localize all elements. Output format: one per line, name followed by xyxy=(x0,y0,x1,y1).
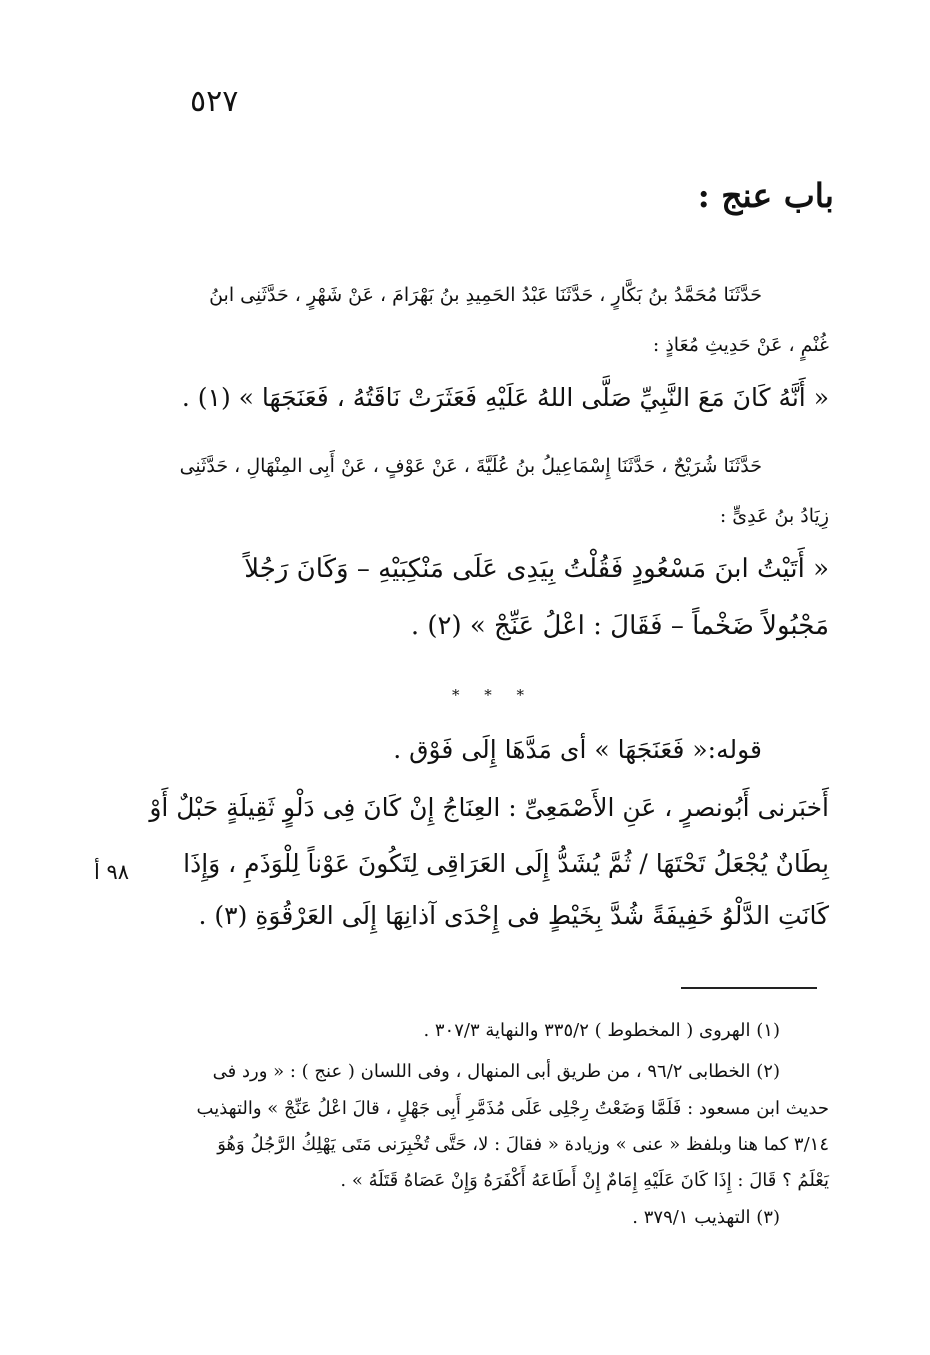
section-separator: * * * xyxy=(452,686,535,704)
footnote-2-line-1: (٢) الخطابى ٩٦/٢ ، من طريق أبى المنهال ، وفى اللسان ( عنج ) : « ورد فى xyxy=(212,1061,780,1082)
hadith-2-line-1: « أَتَيْتُ ابنَ مَسْعُودٍ فَقُلْتُ بِيَدِى عَلَى مَنْكِبَيْهِ – وَكَانَ رَجُلاً xyxy=(244,554,829,584)
isnad-line-2: غُنْمٍ ، عَنْ حَدِيثِ مُعَاذٍ : xyxy=(652,334,829,356)
footnote-divider xyxy=(681,987,817,989)
hadith-2-line-2: مَجْبُولاً ضَخْماً – فَقَالَ : اعْلُ عَنِّجْ » (٢) . xyxy=(410,611,829,641)
footnote-2-line-2: حديث ابن مسعود : فَلَمَّا وَضَعْتُ رِجْلِى عَلَى مُذَمَّرِ أَبِى جَهْلٍ ، قالَ اعْلُ عَنِّجْ » والتهذيب xyxy=(196,1098,829,1119)
isnad-line-1: حَدَّثَنَا مُحَمَّدُ بنُ بَكَّارٍ ، حَدَّثَنَا عَبْدُ الحَمِيدِ بنُ بَهْرَامَ ، عَنْ شَهْرٍ ، حَدَّثَنِى ابنُ xyxy=(209,284,762,306)
footnote-1: (١) الهروى ( المخطوط ) ٣٣٥/٢ والنهاية ٣٠٧/٣ . xyxy=(423,1020,780,1041)
commentary-line-3: بِطَانٌ يُجْعَلُ تَحْتَهَا / ثُمَّ يُشَدُّ إِلَى العَرَاقِى لِتَكُونَ عَوْناً لِلْوَذَمِ ، وَإِذَا xyxy=(183,849,829,878)
isnad-line-3: حَدَّثَنَا شُرَيْحٌ ، حَدَّثَنَا إِسْمَاعِيلُ بنُ عُلَيَّةَ ، عَنْ عَوْفٍ ، عَنْ أَبِى المِنْهَالِ ، حَدَّثَنِى xyxy=(179,455,762,477)
chapter-title: باب عنج : xyxy=(697,176,834,215)
page-number: ٥٢٧ xyxy=(190,84,239,119)
commentary-line-1: قوله:« فَعَنَجَهَا » أى مَدَّهَا إِلَى فَوْق . xyxy=(393,735,762,764)
footnote-3: (٣) التهذيب ٣٧٩/١ . xyxy=(632,1207,780,1228)
commentary-line-2: أَخبَرنى أَبُونصرٍ ، عَنِ الأَصْمَعِىِّ : العِنَاجُ إِنْ كَانَ فِى دَلْوٍ ثَقِيلَةٍ حَبْلٌ أَوْ xyxy=(149,793,829,822)
hadith-1: « أَنَّهُ كَانَ مَعَ النَّبِيِّ صَلَّى اللهُ عَلَيْهِ فَعَثَرَتْ نَاقَتُهُ ، فَعَنَجَهَا » (١) . xyxy=(181,383,829,412)
isnad-line-4: زِيَادُ بنُ عَدِىٍّ : xyxy=(719,505,829,527)
commentary-line-4: كَانَتِ الدَّلْوُ خَفِيفَةً شُدَّ بِخَيْطٍ فى إِحْدَى آذانِهَا إِلَى العَرْقُوَةِ (٣) . xyxy=(198,901,829,930)
footnote-2-line-4: يَعْلَمُ ؟ قَالَ : إِذَا كَانَ عَلَيْهِ إِمَامٌ إِنْ أَطَاعَهُ أَكْفَرَهُ وَإِنْ عَصَاهُ قَتَلَهُ » . xyxy=(340,1170,829,1191)
margin-folio-note: ٩٨ أ xyxy=(94,860,130,884)
footnote-2-line-3: ٣/١٤ كما هنا وبلفظ « عنى » وزيادة « فقالَ : لا، حَتَّى تُخْبِرَنى مَتَى يَهْلِكُ الرَّجُلُ وَهُوَ xyxy=(217,1134,829,1155)
